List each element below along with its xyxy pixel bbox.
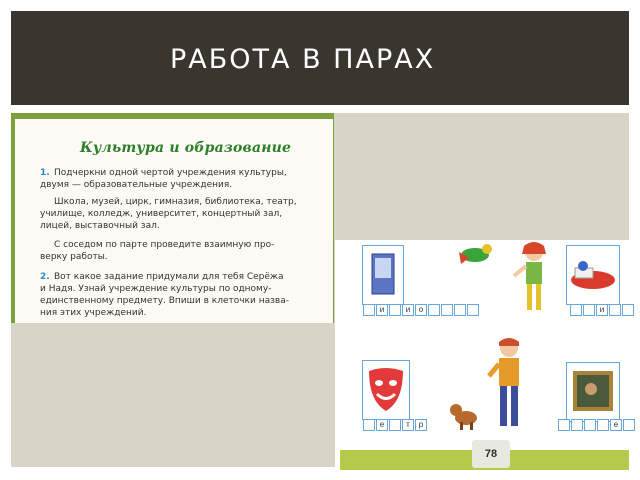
task1-number: 1. — [40, 168, 50, 178]
dog-icon — [448, 398, 486, 432]
parrot-icon — [455, 240, 499, 270]
pair-check-line1: С соседом по парте проведите взаимную про- — [54, 240, 275, 250]
answer-cell[interactable] — [558, 419, 570, 431]
task2-text-line2: и Надя. Узнай учреждение культуры по одному- — [40, 284, 272, 294]
answer-cell[interactable] — [583, 304, 595, 316]
institution-list-line2: училище, колледж, университет, концертный зал, — [40, 209, 283, 219]
boy-character-icon — [485, 336, 533, 436]
clown-shoe-icon — [567, 246, 619, 304]
answer-cell[interactable] — [389, 304, 401, 316]
mask-picture-box — [362, 360, 410, 420]
answer-cell[interactable] — [441, 304, 453, 316]
answer-cell[interactable] — [428, 304, 440, 316]
answer-cell[interactable] — [363, 304, 375, 316]
answer-cell[interactable] — [454, 304, 466, 316]
page-number: 78 — [472, 440, 510, 468]
answer-cell[interactable] — [363, 419, 375, 431]
institution-list-line1: Школа, музей, цирк, гимназия, библиотека, театр, — [54, 197, 297, 207]
task2-text-line1: Вот какое задание придумали для тебя Серёжа — [54, 272, 284, 282]
answer-cell[interactable] — [584, 419, 596, 431]
answer-cell[interactable]: т — [402, 419, 414, 431]
answer-cell[interactable] — [597, 419, 609, 431]
book-icon — [363, 246, 403, 304]
pair-check-line2: верку работы. — [40, 252, 108, 262]
answer-cell[interactable] — [389, 419, 401, 431]
task1-text-line1: Подчеркни одной чертой учреждения культуры, — [54, 168, 287, 178]
painting-icon — [567, 363, 619, 421]
theatre-mask-icon — [363, 361, 409, 419]
answer-cell[interactable] — [609, 304, 621, 316]
answer-cell[interactable]: о — [415, 304, 427, 316]
task1-text-line2: двумя — образовательные учреждения. — [40, 180, 233, 190]
painting-answer-cells — [558, 419, 636, 431]
answer-cell[interactable] — [623, 419, 635, 431]
institution-list-line3: лицей, выставочный зал. — [40, 221, 160, 231]
task2-number: 2. — [40, 272, 50, 282]
answer-cell[interactable]: и — [402, 304, 414, 316]
answer-cell[interactable]: е — [376, 419, 388, 431]
painting-picture-box — [566, 362, 620, 422]
book-answer-cells — [363, 304, 480, 316]
girl-character-icon — [508, 240, 558, 318]
answer-cell[interactable]: р — [415, 419, 427, 431]
answer-cell[interactable]: и — [376, 304, 388, 316]
answer-cell[interactable]: е — [610, 419, 622, 431]
mask-answer-cells — [363, 419, 428, 431]
task2-text-line4: ния этих учреждений. — [40, 308, 147, 318]
answer-cell[interactable]: и — [596, 304, 608, 316]
lesson-heading: Культура и образование — [80, 140, 292, 156]
answer-cell[interactable] — [467, 304, 479, 316]
answer-cell[interactable] — [571, 419, 583, 431]
task2-text-line3: единственному предмету. Впиши в клеточки назва- — [40, 296, 289, 306]
answer-cell[interactable] — [622, 304, 634, 316]
book-picture-box — [362, 245, 404, 305]
slide-title: РАБОТА В ПАРАХ — [170, 44, 436, 75]
answer-cell[interactable] — [570, 304, 582, 316]
shoe-answer-cells — [570, 304, 635, 316]
shoe-picture-box — [566, 245, 620, 305]
